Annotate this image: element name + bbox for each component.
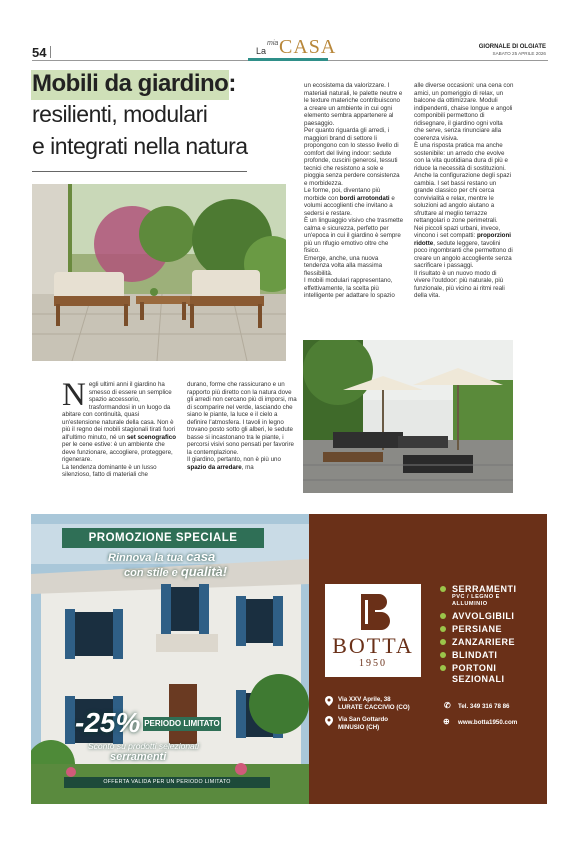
article-column-1 [62,377,176,479]
col1-text: egli ultimi anni il giardino ha smesso di essere un semplice spazio accessorio, trasformandosi in un luogo da abitare con continuità, quasi un'estensione naturale della casa. Non è più il regno dei mobili stagionali tirati fuori all'ultimo minuto, né un [62,381,176,441]
location-pin-icon [325,716,333,726]
article-title-line2: resilienti, modulari [32,101,208,127]
col1-text-b: per le cene estive: è un ambiente che deve funzionare, accogliere, proteggere, rigenerare. [62,441,173,463]
promo-sub1-text: Rinnova la tua [108,552,187,564]
col4-text-b: , sedute leggere, tavolini poco ingombranti che permettono di creare un angolo accogliente senza sacrificare i passaggi. [414,239,513,269]
service-item: BLINDATI [440,650,522,660]
article-column-4 [414,82,514,300]
service-item: ZANZARIERE [440,637,522,647]
service-subtitle: PVC / LEGNO E ALLUMINIO [452,594,500,607]
col4-paragraph-1: alle diverse occasioni: una cena con amici, un pomeriggio di relax, un balcone da ottimizzare. Moduli indipendenti, chaise longue e angoli componibili permettono di ridisegnare, il giardino ogni volta che serve, senza rinunciare alla coerenza visiva. [414,82,514,142]
page-number: 54 [32,45,47,60]
discount-text-2: serramenti [110,751,167,763]
promo-subtitle-1 [108,549,215,564]
terrace-umbrellas-photo [303,340,513,493]
publication-name: GIORNALE DI OLGIATE [478,44,546,50]
logo-mia: mia [267,40,279,47]
discount-badge: -25% [75,707,141,738]
promo-subtitle-2 [124,564,227,579]
globe-icon: ⊕ [443,717,450,726]
col1-bold: set scenografico [126,433,176,441]
col3-paragraph-6: I mobili modulari rappresentano, effettivamente, la scelta più intelligente per adattare lo spazio [304,277,395,299]
col4-paragraph-2: È una risposta pratica ma anche sostenibile: un arredo che evolve con la vita quotidiana dura di più e riduce la necessità di sostituzioni. [414,142,508,172]
col3-bold: bordi arrotondati [339,194,390,202]
discount-note: OFFERTA VALIDA PER UN PERIODO LIMITATO [64,777,270,788]
col2-text: Il giardino, pertanto, non è più uno [187,456,281,463]
brand-year: 1950 [359,658,387,669]
col4-paragraph-3: Anche la configurazione degli spazi cambia. I set bassi restano un grande classico per chi cerca convivialità e relax, mentre le soluzioni ad angolo aiutano a sfruttare al meglio terrazze rettangolari o zone perimetrali. [414,172,511,224]
address-2-city: MINUSIO (CH) [338,723,380,731]
page-number-divider [50,46,51,58]
col3-text-b: e volumi accoglienti che invitano a sedersi e restare. [304,194,395,217]
services-list [440,584,522,688]
website-link[interactable]: www.botta1950.com [458,719,518,726]
promo-title: PROMOZIONE SPECIALE [62,528,264,548]
col1-paragraph-2: La tendenza dominante è un lusso silenzioso, fatto di materiali che [62,463,157,478]
dropcap: N [62,377,86,413]
brand-name: BOTTA [332,633,414,658]
col3-paragraph-5: Emerge, anche, una nuova tendenza volta alla massima flessibilità. [304,254,383,277]
col3-paragraph-4: È un linguaggio visivo che trasmette calma e sicurezza, perfetto per un'epoca in cui il giardino è sempre più un rifugio emotivo oltre che fisico. [304,217,404,254]
article-title-line3: e integrati nella natura [32,133,248,159]
logo-casa: CASA [279,36,337,58]
col3-paragraph-1: un ecosistema da valorizzare. I materiali naturali, le palette neutre e le texture materiche contribuiscono a creare un ambiente in cui ogni elemento sembra appartenere al paesaggio. [304,82,403,127]
garden-furniture-photo [32,184,286,361]
col2-paragraph-1: durano, forme che rassicurano e un rapporto più diretto con la natura dove gli arredi non cercano più di imporsi, ma di scomparire nel verde, lasciando che siano le piante, la luce e il cielo a definire l'atmosfera. I tavoli in legno trovano posto sotto gli alberi, le sedute basse si incastonano tra le piante, i percorsi visivi sono pensati per favorire la contemplazione. [187,381,297,456]
col2-bold: spazio da arredare [187,463,242,471]
brand-logo-icon [355,592,391,632]
article-column-3 [304,82,404,300]
col3-text: Le forme, poi, diventano più morbide con [304,187,381,202]
phone-number[interactable]: Tel. 349 316 78 86 [458,703,510,710]
discount-text-1: Sconto su prodotti selezionati [88,741,200,751]
col3-paragraph-2: Per quanto riguarda gli arredi, i maggiori brand di settore li propongono con lo stesso livello di comfort del living indoor: sedute profonde, cuscini generosi, tessuti tecnici che resistono a sole e pioggia senza perdere consistenza e morbidezza. [304,127,400,187]
article-column-2 [187,381,297,471]
title-rule [32,171,247,172]
address-1-city: LURATE CACCIVIO (CO) [338,703,410,711]
service-item: SERRAMENTI [440,584,522,594]
publication-date: SABATO 25 APRILE 2026 [492,51,546,56]
location-pin-icon [325,696,333,706]
service-item: PORTONI SEZIONALI [440,663,522,685]
discount-tag: PERIODO LIMITATO [143,717,221,731]
promo-sub2-emph: qualità! [180,564,228,579]
address-1-street: Via XXV Aprile, 38 [338,696,391,703]
promo-sub2-text: con stile e [124,567,181,579]
col4-paragraph-5: Il risultato è un nuovo modo di vivere l'outdoor: più naturale, più funzionale, più vicino ai ritmi reali della vita. [414,269,505,299]
logo-la: La [256,46,267,56]
article-title-line1: Mobili da giardino: [32,70,236,97]
header-accent [248,58,328,61]
address-2 [338,716,388,731]
promo-sub1-emph: casa [186,549,216,564]
service-item: PERSIANE [440,624,522,634]
address-2-street: Via San Gottardo [338,716,389,723]
col2-text-b: , ma [241,463,254,471]
col4-bold: proporzioni ridotte [414,232,511,247]
service-item: AVVOLGIBILI [440,611,522,621]
col4-text: Nei piccoli spazi urbani, invece, vincono i set compatti: [414,224,501,239]
phone-icon: ✆ [444,701,451,710]
address-1 [338,696,410,711]
